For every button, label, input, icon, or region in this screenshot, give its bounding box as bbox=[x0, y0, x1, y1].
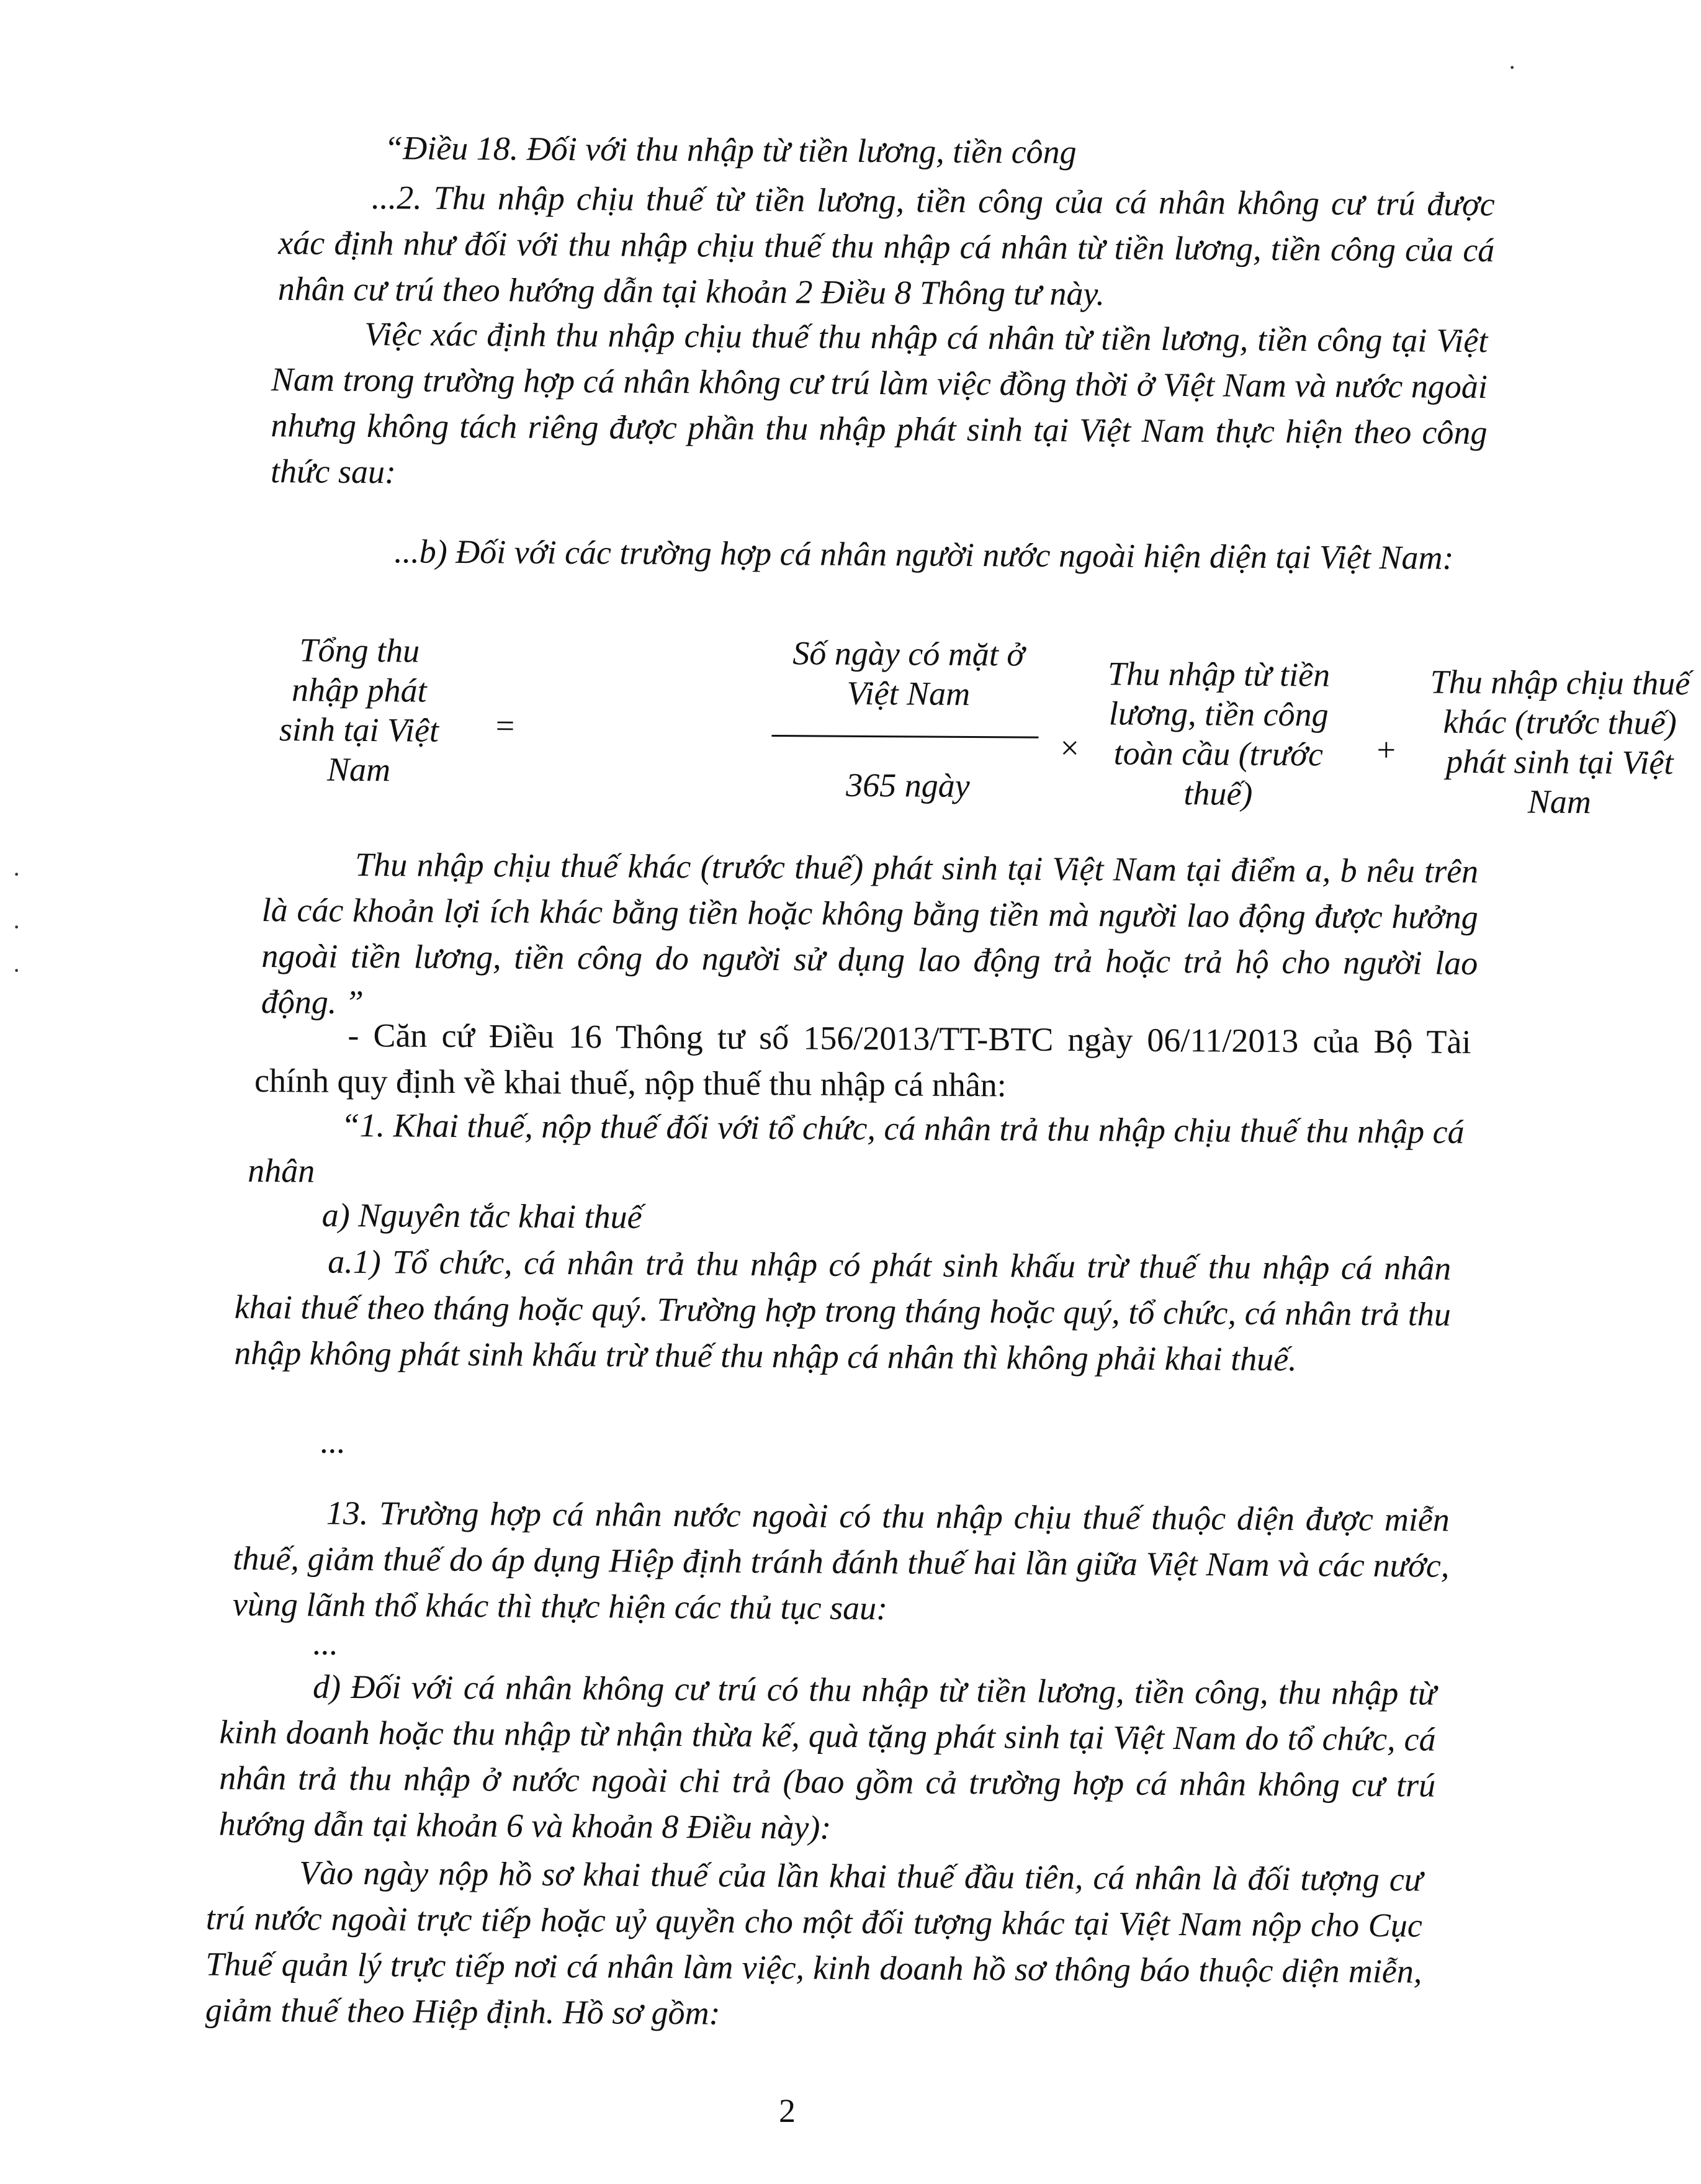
point-a1-paragraph: a.1) Tổ chức, cá nhân trả thu nhập có phát sinh khấu trừ thuế thu nhập cá nhân khai thuế theo tháng hoặc quý. Trường hợp trong tháng hoặc quý, tổ chức, cá nhân trả thu nhập không phát sinh khấu trừ thuế thu nhập cá nhân thì không phải khai thuế. bbox=[234, 1243, 1452, 1378]
other-income-paragraph: Thu nhập chịu thuế khác (trước thuế) phát sinh tại Việt Nam tại điểm a, b nêu trên là các khoản lợi ích khác bằng tiền hoặc không bằng tiền mà người lao động được hưởng ngoài tiền lương, tiền công do người sử dụng lao động trả hoặc trả hộ cho người lao động. ” bbox=[261, 845, 1479, 1022]
income-formula bbox=[256, 618, 1690, 855]
clause-1-heading: “1. Khai thuế, nộp thuế đối với tổ chức, cá nhân trả thu nhập chịu thuế thu nhập cá nhân bbox=[248, 1106, 1465, 1190]
clause-2-paragraph: ...2. Thu nhập chịu thuế từ tiền lương, tiền công của cá nhân không cư trú được xác định như đối với thu nhập chịu thuế thu nhập cá nhân từ tiền lương, tiền công của cá nhân cư trú theo hướng dẫn tại khoản 2 Điều 8 Thông tư này. bbox=[277, 179, 1495, 313]
clause-13-paragraph: 13. Trường hợp cá nhân nước ngoài có thu nhập chịu thuế thuộc diện được miễn thuế, giảm thuế do áp dụng Hiệp định tránh đánh thuế hai lần giữa Việt Nam và các nước, vùng lãnh thổ khác thì thực hiện các thủ tục sau: bbox=[232, 1494, 1450, 1627]
scan-mark-top-right: · bbox=[1508, 53, 1517, 81]
formula-numerator: Số ngày có mặt ở Việt Nam bbox=[792, 634, 1025, 712]
formula-plus: + bbox=[1374, 730, 1398, 769]
article-18-heading: “Điều 18. Đối với thu nhập từ tiền lương, tiền công bbox=[384, 129, 1077, 171]
fraction-bar bbox=[771, 735, 1038, 739]
filing-paragraph: Vào ngày nộp hồ sơ khai thuế của lần khai thuế đầu tiên, cá nhân là đối tượng cư trú nước ngoài trực tiếp hoặc uỷ quyền cho một đối tượng khác tại Việt Nam nộp cho Cục Thuế quản lý trực tiếp nơi cá nhân làm việc, kinh doanh hồ sơ thông báo thuộc diện miễn, giảm thuế theo Hiệp định. Hồ sơ gồm: bbox=[205, 1854, 1423, 2032]
scan-mark-left-1: · bbox=[12, 860, 21, 888]
point-a-heading: a) Nguyên tắc khai thuế bbox=[321, 1196, 642, 1236]
formula-lhs: Tổng thu nhập phát sinh tại Việt Nam bbox=[279, 631, 439, 789]
determination-paragraph: Việc xác định thu nhập chịu thuế thu nhập cá nhân từ tiền lương, tiền công tại Việt Nam trong trường hợp cá nhân không cư trú làm việc đồng thời ở Việt Nam và nước ngoài nhưng không tách riêng được phần thu nhập phát sinh tại Việt Nam thực hiện theo công thức sau: bbox=[270, 315, 1488, 491]
ellipsis-1: ... bbox=[320, 1422, 346, 1460]
ellipsis-2: ... bbox=[313, 1624, 339, 1662]
scan-mark-left-2: · bbox=[12, 913, 21, 941]
circular-156-basis: - Căn cứ Điều 16 Thông tư số 156/2013/TT-BTC ngày 06/11/2013 của Bộ Tài chính quy định về khai thuế, nộp thuế thu nhập cá nhân: bbox=[254, 1016, 1471, 1104]
formula-times: × bbox=[1057, 729, 1081, 767]
formula-denominator: 365 ngày bbox=[846, 766, 970, 804]
point-b-paragraph: ...b) Đối với các trường hợp cá nhân người nước ngoài hiện diện tại Việt Nam: bbox=[394, 533, 1454, 577]
formula-equals: = bbox=[493, 707, 516, 745]
scan-mark-left-3: · bbox=[12, 956, 21, 984]
point-d-paragraph: d) Đối với cá nhân không cư trú có thu nhập từ tiền lương, tiền công, thu nhập từ kinh doanh hoặc thu nhập từ nhận thừa kế, quà tặng phát sinh tại Việt Nam do tổ chức, cá nhân trả thu nhập ở nước ngoài chi trả (bao gồm cả trường hợp cá nhân không cư trú hướng dẫn tại khoản 6 và khoản 8 Điều này): bbox=[218, 1668, 1437, 1846]
page-number: 2 bbox=[779, 2092, 796, 2129]
formula-addend: Thu nhập chịu thuế khác (trước thuế) phát sinh tại Việt Nam bbox=[1430, 663, 1690, 821]
formula-factor: Thu nhập từ tiền lương, tiền công toàn cầu (trước thuế) bbox=[1107, 655, 1331, 812]
